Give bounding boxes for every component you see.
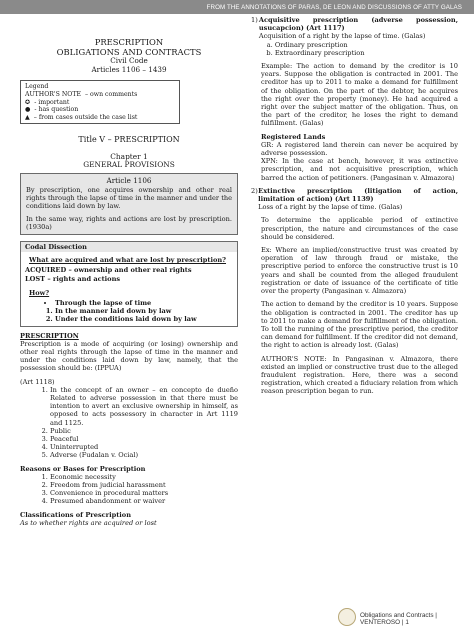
- list-item: 1. In the manner laid down by law: [55, 307, 233, 315]
- paragraph: XPN: In the case at bench, however, it was extinctive prescription, and not acquisitive prescription, which barred the action of petitioners. (Pangasinan v. Almazora): [261, 157, 458, 182]
- codal-acquired: ACQUIRED – ownership and other real rights: [25, 266, 192, 275]
- codal-body: [21, 252, 237, 325]
- list-item: 2. Under the conditions laid down by law: [55, 315, 233, 323]
- code-name: Civil Code: [110, 56, 148, 66]
- chapter-number: Chapter 1: [110, 151, 148, 161]
- paragraph: The action to demand by the creditor is 10 years. Suppose the obligation is contracted in 2001. The creditor has up to 2011 to make a demand for fulfillment of the obligation. To toll the running of the prescriptive period, the creditor can demand for fulfillment. If the creditor did not demand, the right to action is already lost. (Galas): [261, 300, 458, 350]
- dot-icon: ●: [25, 106, 31, 114]
- legend-row: [25, 99, 175, 107]
- sub-list: [259, 41, 458, 57]
- article-paragraph: By prescription, one acquires ownership and other real rights through the lapse of time in the manner and under the conditions laid down by law.: [26, 185, 232, 211]
- right-column: [251, 16, 458, 396]
- legend-symbol: AUTHOR'S NOTE: [25, 90, 81, 98]
- legend-desc: – from cases outside the case list: [33, 113, 138, 121]
- paragraph: Prescription is a mode of acquiring (or losing) ownership and other real rights through the lapse of time in the manner and under the conditions laid down by law, namely, that the possession should be: (IPPUA): [20, 339, 238, 373]
- list-item: 2. Freedom from judicial harassment: [50, 481, 238, 489]
- seal-logo-icon: [338, 608, 356, 626]
- list-item: 3. Peaceful: [50, 435, 238, 443]
- list-item: 5. Adverse (Fudalan v. Ocial): [50, 451, 238, 459]
- doc-title: PRESCRIPTION: [94, 37, 164, 47]
- codal-how: How?: [29, 288, 50, 297]
- legend-desc: – own comments: [84, 90, 138, 98]
- title-heading: Title V – PRESCRIPTION: [78, 135, 180, 145]
- list-item: 1. Economic necessity: [50, 473, 238, 481]
- paragraph: Ex: Where an implied/constructive trust was created by operation of law through fraud or mistake, the prescriptive period to enforce the constructive trust is 10 years and shall be counted from the alleged fraudulent registration or date of issuance of the certificate of title over the property (Pangasinan v. Almazora): [261, 246, 458, 296]
- item-text: Acquisition of a right by the lapse of time. (Galas): [258, 32, 426, 41]
- legend-desc: - important: [34, 98, 70, 106]
- list-item: a. Ordinary prescription: [275, 41, 458, 49]
- list-item: 1. In the concept of an owner – en concepto de dueño Related to adverse possession in that there must be intention to avert an exclusive ownership in himself, as opposed to acts possessory in character in Art 1119 and 1125.: [50, 386, 238, 427]
- left-column: [20, 16, 238, 527]
- section-subheading: As to whether rights are acquired or lost: [20, 518, 157, 527]
- article-paragraph: In the same way, rights and actions are lost by prescription. (1930a): [26, 214, 232, 231]
- list-item: 2. Public: [50, 427, 238, 435]
- list-item: • Through the lapse of time: [55, 299, 233, 307]
- legend-box: [20, 80, 180, 124]
- article-range: Articles 1106 – 1439: [91, 64, 167, 74]
- legend-row: [25, 91, 175, 99]
- footer: [0, 610, 474, 624]
- paragraph: To determine the applicable period of extinctive prescription, the nature and circumstances of the case should be considered.: [261, 216, 458, 241]
- codal-question: What are acquired and what are lost by prescription?: [29, 256, 227, 265]
- section-heading: Registered Lands: [261, 132, 326, 141]
- chapter-name: GENERAL PROVISIONS: [83, 160, 175, 170]
- star-icon: ✪: [25, 98, 31, 106]
- item-heading: Acquisitive prescription (adverse possession, usucapcion) (Art 1117): [258, 16, 458, 33]
- header-banner: FROM THE ANNOTATIONS OF PARAS, DE LEON AND DISCUSSIONS OF ATTY GALAS: [0, 0, 474, 14]
- reasons-list: [20, 473, 238, 506]
- section-heading: PRESCRIPTION: [20, 331, 79, 340]
- paragraph: GR: A registered land therein can never be acquired by adverse possession.: [261, 140, 458, 158]
- section-heading: Classifications of Prescription: [20, 510, 132, 519]
- doc-subtitle: OBLIGATIONS AND CONTRACTS: [56, 46, 202, 57]
- footer-text: Obligations and Contracts | VENTEROSO | 1: [360, 612, 437, 626]
- article-ref: (Art 1118): [20, 377, 55, 386]
- item-heading: Extinctive prescription (litigation of action, limitation of action) (Art 1139): [258, 186, 458, 204]
- legend-row: [25, 106, 175, 114]
- codal-ordered-list: [25, 307, 233, 323]
- paragraph: AUTHOR'S NOTE: In Pangasinan v. Almazora, there existed an implied or constructive trust due to the alleged fraudulent registration. Here, there was a second registration, which created a fiduciary relation from which reason prescription began to run.: [261, 354, 458, 396]
- codal-list: [25, 299, 233, 307]
- list-item: 1) Acquisitive prescription (adverse possession, usucapcion) (Art 1117) Acquisition of a right by the lapse of time. (Galas) a. Ordinary prescription b. Extraordinary prescription: [251, 16, 458, 57]
- list-item: 4. Uninterrupted: [50, 443, 238, 451]
- item-text: Loss of a right by the lapse of time. (Galas): [258, 203, 403, 212]
- list-item: 3. Convenience in procedural matters: [50, 489, 238, 497]
- list-item: 2) Extinctive prescription (litigation of action, limitation of action) (Art 1139) Loss of a right by the lapse of time. (Galas): [251, 186, 458, 212]
- codal-heading: Codal Dissection: [21, 242, 237, 252]
- triangle-icon: ▲: [25, 113, 30, 121]
- codal-dissection-box: [20, 241, 238, 327]
- codal-lost: LOST – rights and actions: [25, 274, 121, 283]
- article-heading: Article 1106: [106, 175, 152, 185]
- paragraph: Example: The action to demand by the creditor is 10 years. Suppose the obligation is contracted in 2001. The creditor has up to 2011 to make a demand for fulfillment of the obligation. On the part of the debtor, he acquires the right over the property (money). He had acquired a right over the subject matter of the obligation. Thus, on the part of the creditor, he loses the right to demand fulfillment. (Galas): [261, 62, 458, 128]
- legend-desc: - has question: [34, 106, 79, 114]
- legend-row: [25, 114, 175, 122]
- article-box: [20, 173, 238, 235]
- section-heading: Reasons or Bases for Prescription: [20, 464, 146, 473]
- legend-heading: Legend: [25, 83, 49, 91]
- list-item: 4. Presumed abandonment or waiver: [50, 497, 238, 505]
- requisites-list: [20, 386, 238, 460]
- list-item: b. Extraordinary prescription: [275, 49, 458, 57]
